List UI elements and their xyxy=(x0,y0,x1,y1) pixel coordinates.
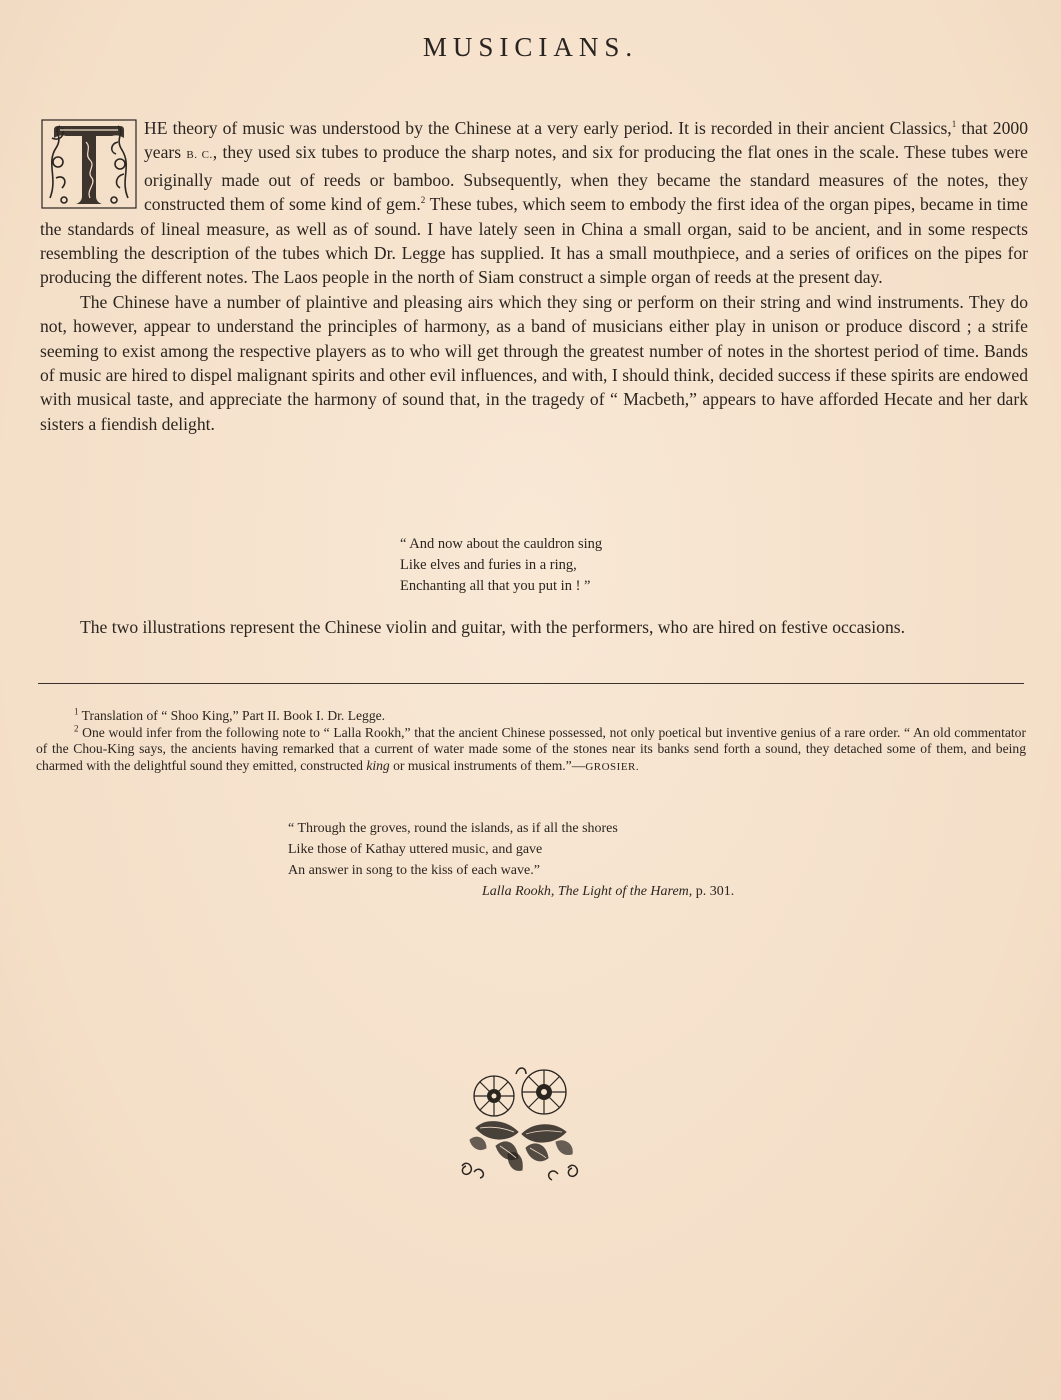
main-text xyxy=(40,116,1028,436)
citation-part: The Light of the Harem, xyxy=(557,884,693,899)
paragraph-1-part3: These tubes, which seem to embody the first idea of the organ pipes, became in time the standards of lineal measure, as well as of sound. I have lately seen in China a small organ, said to be ancient, and in some respects resembling the description of the tubes which Dr. Legge has supplied. It has a small mouthpiece, and a series of orifices on the pipes for producing the different notes. The Laos people in the north of Siam construct a simple organ of reeds at the present day. xyxy=(40,194,1028,288)
footnote-divider xyxy=(38,683,1024,684)
footnote-2 xyxy=(36,722,1027,776)
paragraph-1-part2a: that 2000 years xyxy=(144,118,1028,163)
poem-line: Enchanting all that you put in ! ” xyxy=(400,578,591,594)
footnotes xyxy=(36,708,1026,775)
citation-page: p. 301. xyxy=(695,884,735,899)
paragraph-1-part2b: , they used six tubes to produce the sharp notes, and six for producing the flat ones in the scale. These tubes were originally made out of reeds or bamboo. Subsequently, when they became the standard measures of the notes, they constructed them of some kind of gem. xyxy=(144,142,1028,215)
footnote-2-author: GROSIER. xyxy=(585,760,640,773)
quote-citation xyxy=(482,884,734,900)
fn-poem-line: An answer in song to the kiss of each wave.” xyxy=(288,863,540,878)
footnote-2-text-b: or musical instruments of them.”— xyxy=(389,757,586,773)
footnote-1-marker: 1 xyxy=(74,706,79,717)
footnote-ref-2[interactable]: 2 xyxy=(420,195,426,206)
passion-flower-ornament-icon xyxy=(456,1058,586,1182)
paragraph-1 xyxy=(40,116,1028,290)
paragraph-1-lead: HE theory of music was understood by the Chinese at a very early period. It is recorded in their ancient Classics, xyxy=(144,118,952,138)
poem-line: “ And now about the cauldron sing xyxy=(400,536,603,552)
citation-work: Lalla Rookh, xyxy=(482,884,555,899)
paragraph-2: The Chinese have a number of plaintive and pleasing airs which they sing or perform on their string and wind instruments. They do not, however, appear to understand the principles of harmony, as a band of musicians either play in unison or produce discord ; a strife seeming to exist among the respective players as to who will get through the greatest number of notes in the shortest period of time. Bands of music are hired to dispel malignant spirits and other evil influences, and with, I should think, decided success if these spirits are endowed with musical taste, and appreciate the harmony of sound that, in the tragedy of “ Macbeth,” appears to have afforded Hecate and her dark sisters a fiendish delight. xyxy=(40,291,1028,434)
footnote-1 xyxy=(36,708,1026,725)
macbeth-quote xyxy=(400,534,602,597)
poem-line: Like elves and furies in a ring, xyxy=(400,557,577,573)
fn-poem-line: “ Through the groves, round the islands, as if all the shores xyxy=(288,821,618,836)
fn-poem-line: Like those of Kathay uttered music, and gave xyxy=(288,842,543,857)
footnote-2-marker: 2 xyxy=(74,722,79,733)
closing-paragraph: The two illustrations represent the Chinese violin and guitar, with the performers, who are hired on festive occasions. xyxy=(80,617,905,637)
lalla-rookh-quote xyxy=(288,818,618,881)
footnote-2-king: king xyxy=(366,757,390,773)
footnote-1-text: Translation of “ Shoo King,” Part II. Book I. Dr. Legge. xyxy=(81,708,386,723)
bc-abbrev: B. C. xyxy=(186,149,213,162)
footnote-ref-1[interactable]: 1 xyxy=(951,119,957,130)
page-title: MUSICIANS. xyxy=(422,32,639,62)
ornate-dropcap-icon xyxy=(40,118,138,210)
footnote-2-text-a: One would infer from the following note to “ Lalla Rookh,” that the ancient Chinese possessed, not only poetical but inventive genius of a rare order. “ An old commentator of the Chou-King says, the ancients having remarked that a current of water made some of the stones near its banks send forth a sound, they detached some of them, and being charmed with the delightful sound they emitted, constructed xyxy=(36,724,1027,773)
